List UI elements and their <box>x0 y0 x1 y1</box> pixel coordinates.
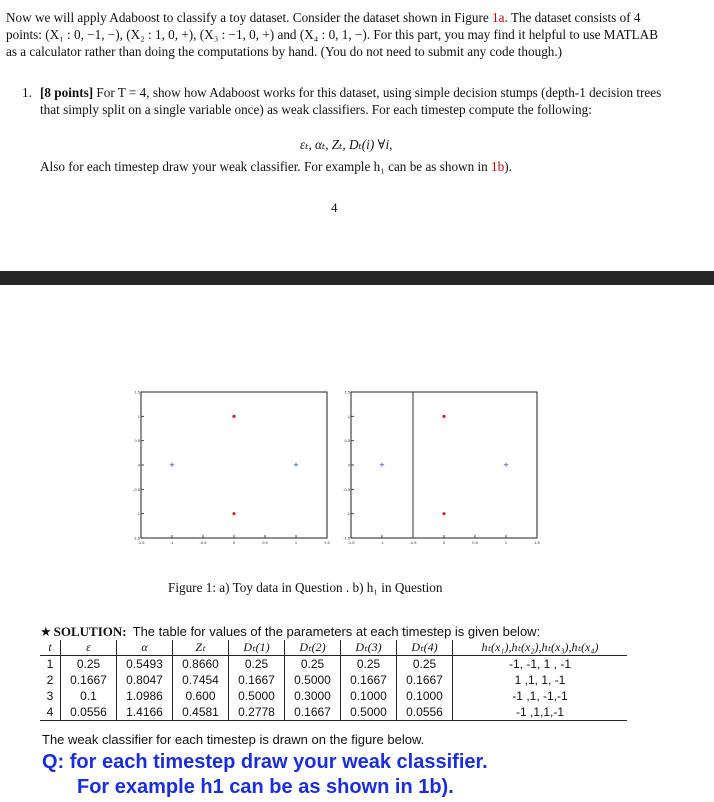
y-tick-label: -1 <box>136 511 140 517</box>
x-tick-label: 0.5 <box>262 540 268 545</box>
x-tick-label: 0 <box>442 540 446 545</box>
table-cell: 0.1667 <box>229 672 285 688</box>
y-tick-label: -0.5 <box>343 486 350 492</box>
table-cell: 0.5000 <box>285 672 341 688</box>
x-tick-label: 0 <box>232 540 236 545</box>
table-cell: 1 ,1, 1, -1 <box>453 672 628 688</box>
table-cell: 0.5493 <box>117 656 173 673</box>
table-cell: 0.8660 <box>173 656 229 673</box>
x-tick-label: -0.5 <box>199 540 207 545</box>
table-cell: 0.3000 <box>285 688 341 704</box>
y-tick-label: -1 <box>346 511 350 517</box>
y-tick-label: 0.5 <box>344 438 350 444</box>
prompt-line-2: For example h1 can be as shown in 1b). <box>77 776 454 798</box>
header-h: hₜ(x₁),hₜ(x₂),hₜ(x₃),hₜ(x₄) <box>453 640 628 656</box>
table-cell: 0.5000 <box>229 688 285 704</box>
solution-header <box>40 624 540 640</box>
positive-point: + <box>169 460 175 470</box>
x-tick-label: -1.5 <box>137 540 145 545</box>
negative-point <box>232 512 235 515</box>
table-cell: 0.600 <box>173 688 229 704</box>
question-number: 1. <box>22 85 32 100</box>
table-cell: 0.0556 <box>397 704 453 721</box>
header-d4: Dₜ(4) <box>397 640 453 656</box>
table-cell: 0.25 <box>229 656 285 673</box>
table-cell: 1.4166 <box>117 704 173 721</box>
solution-label: SOLUTION: <box>53 624 127 639</box>
y-tick-label: 0 <box>137 462 140 468</box>
header-d1: Dₜ(1) <box>229 640 285 656</box>
positive-point: + <box>503 460 509 470</box>
figure-caption: Figure 1: a) Toy data in Question . b) h₁ in Question <box>168 580 443 595</box>
y-tick-label: 1 <box>347 413 350 419</box>
positive-point: + <box>379 460 385 470</box>
question-tail: Also for each timestep draw your weak classifier. For example h₁ can be as shown in 1b). <box>40 159 512 174</box>
table-cell: 0.5000 <box>341 704 397 721</box>
table-cell: 3 <box>46 689 54 703</box>
star-icon: ★ <box>40 624 52 639</box>
solution-text: The table for values of the parameters at each timestep is given below: <box>132 624 541 639</box>
y-tick-label: -1.5 <box>343 535 350 541</box>
x-tick-label: 1 <box>294 540 298 545</box>
table-cell: -1 ,1, -1,-1 <box>453 688 628 704</box>
y-tick-label: 1.5 <box>344 389 350 395</box>
prompt-line-1: Q: for each timestep draw your weak classifier. <box>42 751 488 773</box>
question-points: [8 points] <box>40 85 94 100</box>
table-cell: 0.0556 <box>61 704 117 721</box>
header-alpha: α <box>117 640 173 656</box>
table-cell: -1, -1, 1 , -1 <box>453 656 628 673</box>
y-tick-label: 1 <box>137 413 140 419</box>
header-epsilon: ε <box>61 640 117 656</box>
figure-1a-plot <box>133 386 333 545</box>
table-cell: 0.1 <box>61 688 117 704</box>
table-cell: 0.1000 <box>341 688 397 704</box>
y-tick-label: 0.5 <box>134 438 140 444</box>
table-cell: 0.1667 <box>341 672 397 688</box>
x-tick-label: -1.5 <box>347 540 355 545</box>
table-header-row <box>40 640 627 656</box>
header-z: Zₜ <box>173 640 229 656</box>
table-cell: 1.0986 <box>117 688 173 704</box>
x-tick-label: -1 <box>380 540 384 545</box>
table-cell: 0.25 <box>341 656 397 673</box>
weak-classifier-note: The weak classifier for each timestep is drawn on the figure below. <box>42 732 425 747</box>
x-tick-label: -0.5 <box>409 540 417 545</box>
table-cell: 0.1000 <box>397 688 453 704</box>
table-cell: -1 ,1,1,-1 <box>453 704 628 721</box>
table-row <box>40 688 627 704</box>
x-tick-label: 1.5 <box>534 540 540 545</box>
table-row <box>40 672 627 688</box>
negative-point <box>232 415 235 418</box>
question-equation: εₜ, αₜ, Zₜ, Dₜ(i) ∀i, <box>300 137 393 152</box>
intro-paragraph: Now we will apply Adaboost to classify a toy dataset. Consider the dataset shown in Figure 1a. The dataset consists of 4 points: (X₁ : 0, −1, −), (X₂ : 1, 0, +), (X₃ : −1, 0, +) and (X₄ : 0, 1, −). For this part, you may find it helpful to use MATLAB as a calculator rather than doing the computations by hand. (You do not need to submit any code though.) <box>6 10 658 59</box>
table-cell: 0.1667 <box>397 672 453 688</box>
page-divider-bar <box>0 271 714 285</box>
table-cell: 0.7454 <box>173 672 229 688</box>
figure-ref-1b[interactable]: 1b <box>491 159 505 174</box>
table-cell: 0.25 <box>285 656 341 673</box>
table-cell: 0.2778 <box>229 704 285 721</box>
y-tick-label: 0 <box>347 462 350 468</box>
parameter-table <box>40 640 627 721</box>
table-cell: 0.1667 <box>285 704 341 721</box>
table-cell: 2 <box>46 673 54 687</box>
table-cell: 0.4581 <box>173 704 229 721</box>
figure-1b-plot <box>343 386 543 545</box>
page-number: 4 <box>331 200 338 215</box>
table-row <box>40 656 627 673</box>
x-tick-label: 1.5 <box>324 540 330 545</box>
x-tick-label: 1 <box>504 540 508 545</box>
x-tick-label: 0.5 <box>472 540 478 545</box>
y-tick-label: 1.5 <box>134 389 140 395</box>
negative-point <box>442 415 445 418</box>
question-body: [8 points] For T = 4, show how Adaboost works for this dataset, using simple decision stumps (depth-1 decision trees that simply split on a single variable once) as weak classifiers. For each timestep compute the following: <box>40 85 662 117</box>
table-row <box>40 704 627 721</box>
positive-point: + <box>293 460 299 470</box>
table-cell: 0.25 <box>397 656 453 673</box>
table-cell: 0.1667 <box>61 672 117 688</box>
table-cell: 4 <box>40 704 61 721</box>
table-cell: 0.25 <box>61 656 117 673</box>
table-cell: 0.8047 <box>117 672 173 688</box>
header-d2: Dₜ(2) <box>285 640 341 656</box>
figure-ref-1a[interactable]: 1a <box>492 10 505 25</box>
header-t: t <box>40 640 61 656</box>
table-cell: 1 <box>46 657 54 671</box>
header-d3: Dₜ(3) <box>341 640 397 656</box>
negative-point <box>442 512 445 515</box>
x-tick-label: -1 <box>170 540 174 545</box>
y-tick-label: -0.5 <box>133 486 140 492</box>
y-tick-label: -1.5 <box>133 535 140 541</box>
